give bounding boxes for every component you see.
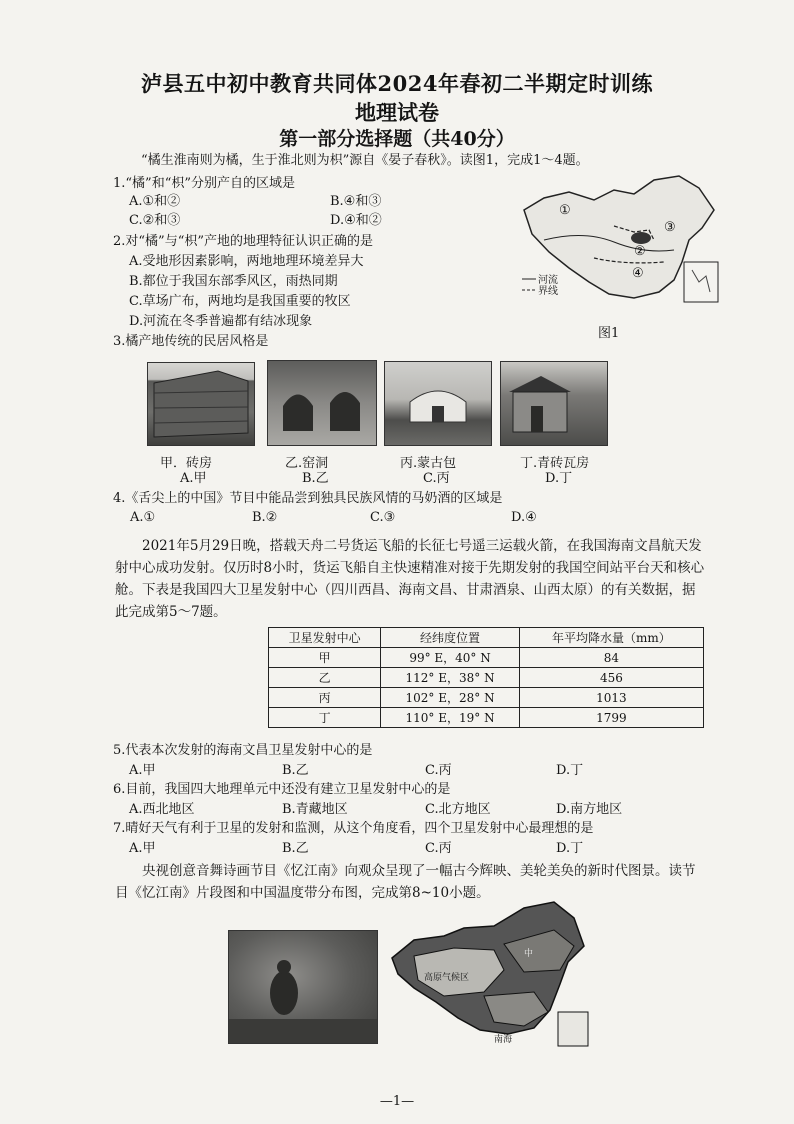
launch-center-table bbox=[268, 627, 704, 728]
table-cell: 99° E，40° N bbox=[381, 648, 520, 668]
q7-option-c: C.丙 bbox=[425, 841, 452, 856]
photo-brick-house bbox=[147, 362, 255, 446]
q6-option-b: B.青藏地区 bbox=[282, 802, 348, 817]
q1-option-b: B.④和③ bbox=[330, 194, 382, 209]
caption-bing: 丙.蒙古包 bbox=[400, 456, 457, 471]
map2-label-plateau: 高原气候区 bbox=[424, 973, 470, 983]
q3-option-d: D.丁 bbox=[545, 471, 573, 486]
map1-label-3: ③ bbox=[664, 220, 676, 235]
question-3-stem: 3.橘产地传统的民居风格是 bbox=[113, 334, 269, 349]
table-cell: 84 bbox=[519, 648, 703, 668]
table-header-row bbox=[269, 628, 704, 648]
table-cell: 1013 bbox=[519, 688, 703, 708]
q5-option-c: C.丙 bbox=[425, 763, 452, 778]
q7-option-d: D.丁 bbox=[556, 841, 584, 856]
q4-option-b: B.② bbox=[252, 510, 278, 525]
table-row bbox=[269, 708, 704, 728]
q1-option-c: C.②和③ bbox=[129, 213, 181, 228]
table-header: 经纬度位置 bbox=[381, 628, 520, 648]
table-cell: 甲 bbox=[269, 648, 381, 668]
exam-subject: 地理试卷 bbox=[355, 100, 439, 125]
question-4-stem: 4.《舌尖上的中国》节目中能品尝到独具民族风情的马奶酒的区域是 bbox=[113, 491, 503, 506]
map2-label-south-sea: 南海 bbox=[494, 1035, 513, 1045]
table-cell: 乙 bbox=[269, 668, 381, 688]
question-7-stem: 7.晴好天气有利于卫星的发射和监测，从这个角度看，四个卫星发射中心最理想的是 bbox=[113, 821, 594, 836]
section-title: 第一部分选择题（共40分） bbox=[279, 128, 515, 150]
q4-option-d: D.④ bbox=[511, 510, 537, 525]
caption-yi: 乙.窑洞 bbox=[285, 456, 329, 471]
q3-option-c: C.丙 bbox=[423, 471, 450, 486]
temperature-zone-map bbox=[384, 900, 596, 1050]
map2-label-center: 中 bbox=[524, 949, 534, 959]
q1-option-d: D.④和② bbox=[330, 213, 382, 228]
q6-option-a: A.西北地区 bbox=[129, 802, 195, 817]
q1-option-a: A.①和② bbox=[129, 194, 181, 209]
table-row bbox=[269, 668, 704, 688]
q2-option-c: C.草场广布，两地均是我国重要的牧区 bbox=[129, 294, 351, 309]
q3-option-a: A.甲 bbox=[180, 471, 207, 486]
table-cell: 丙 bbox=[269, 688, 381, 708]
photo-jiangnan-scene bbox=[228, 930, 378, 1044]
map1-label-1: ① bbox=[559, 203, 571, 218]
intro-text-1: “橘生淮南则为橘，生于淮北则为枳”源自《晏子春秋》。读图1，完成1～4题。 bbox=[141, 153, 589, 168]
table-row bbox=[269, 688, 704, 708]
table-cell: 102° E，28° N bbox=[381, 688, 520, 708]
q5-option-a: A.甲 bbox=[129, 763, 156, 778]
caption-ding: 丁.青砖瓦房 bbox=[520, 456, 590, 471]
table-cell: 456 bbox=[519, 668, 703, 688]
table-cell: 丁 bbox=[269, 708, 381, 728]
table-row bbox=[269, 648, 704, 668]
q2-option-a: A.受地形因素影响，两地地理环境差异大 bbox=[129, 254, 364, 269]
q6-option-c: C.北方地区 bbox=[425, 802, 491, 817]
map1-legend-river: 河流 bbox=[538, 275, 558, 286]
photo-grey-brick-tile-house bbox=[500, 361, 608, 446]
figure-1-map bbox=[514, 170, 732, 315]
table-header: 年平均降水量（mm） bbox=[519, 628, 703, 648]
page-number: —1— bbox=[379, 1094, 415, 1109]
intro-text-3: 央视创意音舞诗画节目《忆江南》向观众呈现了一幅古今辉映、美轮美奂的新时代图景。读节目《忆江南》片段图和中国温度带分布图，完成第8~10小题。 bbox=[115, 863, 696, 901]
q7-option-b: B.乙 bbox=[282, 841, 309, 856]
question-5-stem: 5.代表本次发射的海南文昌卫星发射中心的是 bbox=[113, 743, 373, 758]
q5-option-b: B.乙 bbox=[282, 763, 309, 778]
q2-option-b: B.都位于我国东部季风区，雨热同期 bbox=[129, 274, 338, 289]
q5-option-d: D.丁 bbox=[556, 763, 584, 778]
intro-text-2: 2021年5月29日晚，搭载天舟二号货运飞船的长征七号遥三运载火箭，在我国海南文昌航天发射中心成功发射。仅历时8小时，货运飞船自主快速精准对接于先期发射的我国空间站平台天和核心舱。下表是我国四大卫星发射中心（四川西昌、海南文昌、甘肃酒泉、山西太原）的有关数据，据此完成第5～7题。 bbox=[115, 538, 705, 620]
q6-option-d: D.南方地区 bbox=[556, 802, 623, 817]
q3-option-b: B.乙 bbox=[302, 471, 329, 486]
question-2-stem: 2.对“橘”与“枳”产地的地理特征认识正确的是 bbox=[113, 234, 373, 249]
figure-1-caption: 图1 bbox=[598, 326, 620, 341]
q4-option-a: A.① bbox=[130, 510, 156, 525]
map1-legend-border: 界线 bbox=[538, 286, 558, 297]
question-6-stem: 6.目前，我国四大地理单元中还没有建立卫星发射中心的是 bbox=[113, 782, 451, 797]
photo-cave-dwelling bbox=[267, 360, 377, 446]
table-cell: 112° E，38° N bbox=[381, 668, 520, 688]
table-cell: 1799 bbox=[519, 708, 703, 728]
q2-option-d: D.河流在冬季普遍都有结冰现象 bbox=[129, 314, 313, 329]
q4-option-c: C.③ bbox=[370, 510, 396, 525]
table-cell: 110° E，19° N bbox=[381, 708, 520, 728]
q7-option-a: A.甲 bbox=[129, 841, 156, 856]
map1-label-2: ② bbox=[634, 244, 646, 259]
caption-jia: 甲．砖房 bbox=[160, 456, 213, 471]
map1-label-4: ④ bbox=[632, 266, 644, 281]
table-header: 卫星发射中心 bbox=[269, 628, 381, 648]
question-1-stem: 1.“橘”和“枳”分别产自的区域是 bbox=[113, 176, 295, 191]
photo-mongolian-yurt bbox=[384, 361, 492, 446]
exam-title: 泸县五中初中教育共同体2024年春初二半期定时训练 bbox=[141, 71, 653, 96]
